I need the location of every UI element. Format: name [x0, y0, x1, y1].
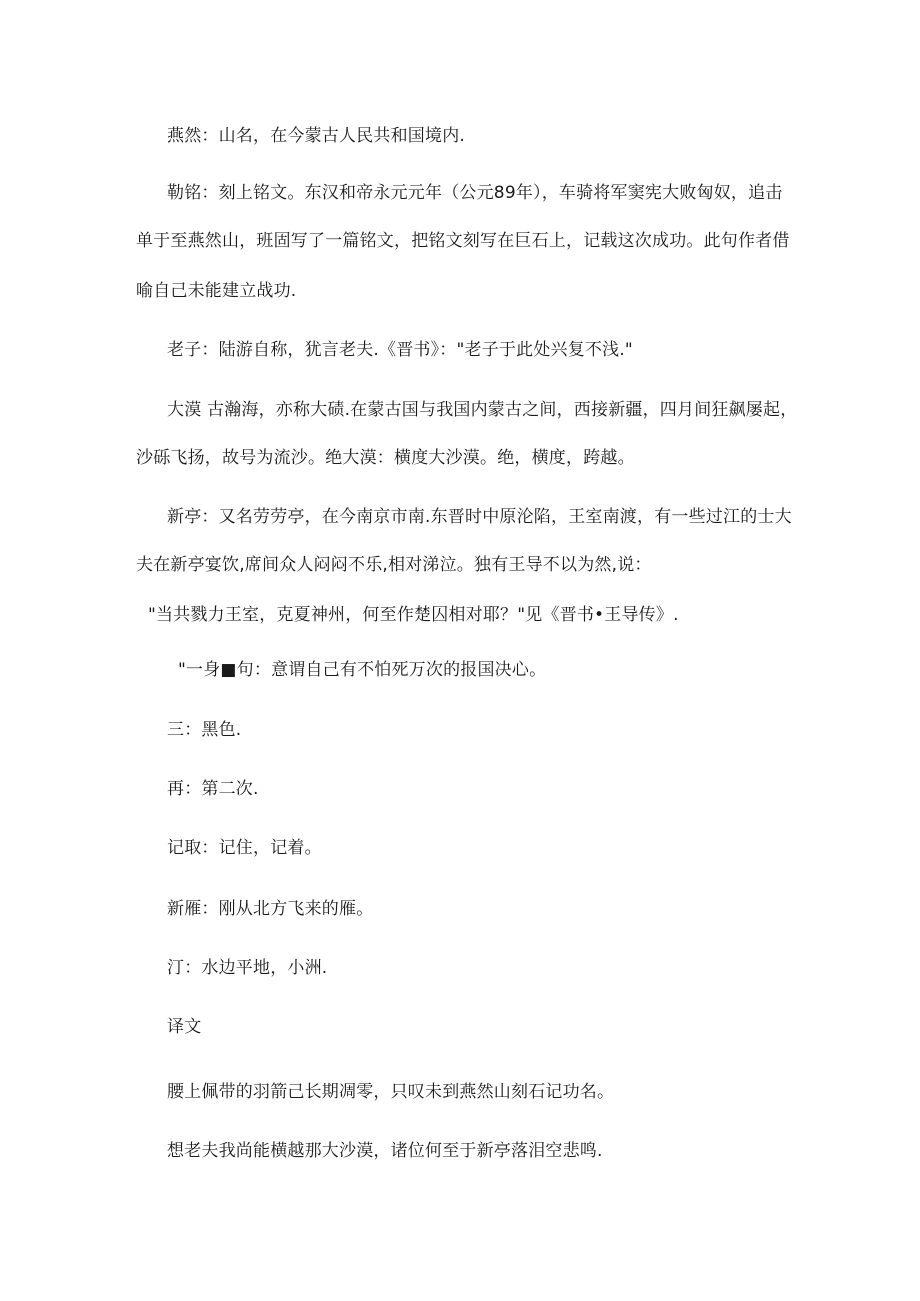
note-xinting-line-2: 夫在新亭宴饮,席间众人闷闷不乐,相对涕泣。独有王导不以为然,说： — [136, 555, 652, 575]
note-xuan: 三：黑色. — [167, 720, 242, 740]
translation-line-2: 想老夫我尚能横越那大沙漠，诸位何至于新亭落泪空悲鸣. — [167, 1141, 603, 1161]
translation-heading: 译文 — [167, 1017, 202, 1037]
note-leming-line-3: 喻自己未能建立战功. — [136, 281, 297, 301]
note-damo-line-1: 大漠 古瀚海，亦称大碛.在蒙古国与我国内蒙古之间，西接新疆，四月间狂飙屡起， — [167, 400, 798, 420]
note-xinting-line-1: 新亭：又名劳劳亭，在今南京市南.东晋时中原沦陷，王室南渡，有一些过江的士大 — [167, 507, 792, 527]
translation-line-1: 腰上佩带的羽箭己长期凋零，只叹未到燕然山刻石记功名。 — [167, 1082, 615, 1102]
note-zai: 再：第二次. — [167, 779, 259, 799]
note-ting: 汀：水边平地，小洲. — [167, 958, 328, 978]
note-yishen: "一身■句：意谓自己有不怕死万次的报国决心。 — [178, 660, 547, 680]
note-leming-line-1: 勒铭：刻上铭文。东汉和帝永元元年（公元89年），车骑将军窦宪大败匈奴，追击 — [167, 183, 783, 203]
note-leming-line-2: 单于至燕然山，班固写了一篇铭文，把铭文刻写在巨石上，记载这次成功。此句作者借 — [136, 231, 790, 251]
note-laozi: 老子：陆游自称，犹言老夫.《晋书》："老子于此处兴复不浅." — [167, 340, 633, 360]
note-xinyan: 新雁：刚从北方飞来的雁。 — [167, 899, 374, 919]
note-jiqu: 记取：记住，记着。 — [167, 838, 322, 858]
note-xinting-line-3: "当共戮力王室，克夏神州，何至作楚囚相对耶？"见《晋书•王导传》. — [148, 605, 679, 625]
note-damo-line-2: 沙砾飞扬，故号为流沙。绝大漠：横度大沙漠。绝，横度，跨越。 — [136, 448, 635, 468]
note-yanran: 燕然：山名，在今蒙古人民共和国境内. — [167, 126, 466, 146]
